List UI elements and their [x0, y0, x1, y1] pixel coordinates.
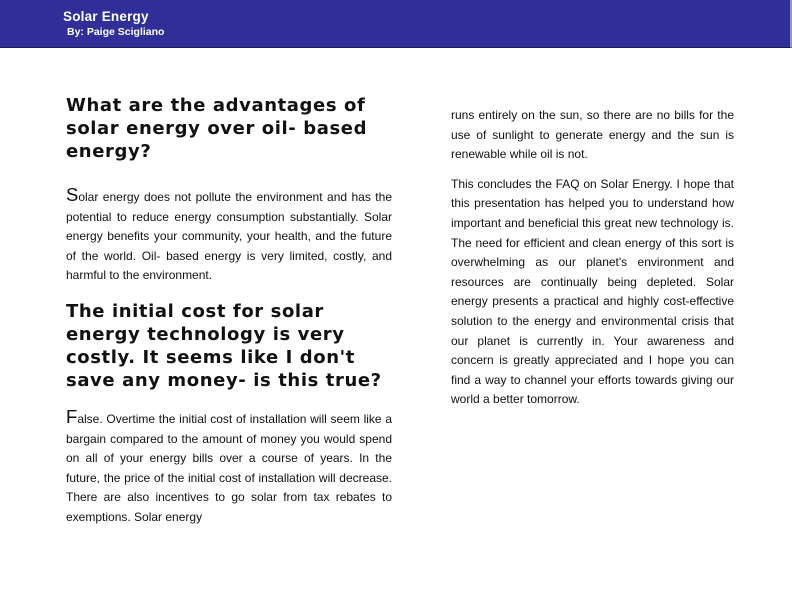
conclusion-paragraph: This concludes the FAQ on Solar Energy. I hope that this presentation has helped you to understand how important and beneficial this great new technology is. The need for efficient and clean energy of this sort is overwhelming as our planet's environment and resources are continually being depleted. Solar energy presents a practical and highly cost-effective solution to the energy and environmental crisis that our planet is currently in. Your awareness and concern is greatly appreciated and I hope you can find a way to channel your efforts towards giving our world a better tomorrow.: [451, 176, 734, 407]
document-title: Solar Energy: [63, 9, 149, 24]
question-heading-advantages: What are the advantages of solar energy over oil- based energy?: [66, 95, 368, 162]
answer-paragraph-advantages: [66, 185, 392, 286]
drop-cap-s: S: [66, 184, 79, 205]
answer-text-advantages: olar energy does not pollute the environment and has the potential to reduce energy consumption substantially. Solar energy benefits your community, your health, and the future of the world. Oil- based energy is very limited, costly, and harmful to the environment.: [66, 190, 392, 283]
drop-cap-f: F: [66, 405, 78, 427]
title-banner: [0, 0, 792, 48]
answer-paragraph-cost: [66, 407, 392, 528]
question-heading-cost: The initial cost for solar energy technology is very costly. It seems like I don't save any money- is this true?: [66, 300, 382, 391]
author-byline: By: Paige Scigliano: [67, 26, 165, 38]
right-column: [451, 106, 734, 410]
left-column: [66, 94, 392, 528]
continuation-paragraph: runs entirely on the sun, so there are no bills for the use of sunlight to generate energy and the sun is renewable while oil is not.: [451, 108, 734, 162]
answer-text-cost: alse. Overtime the initial cost of installation will seem like a bargain compared to the amount of money you would spend on all of your energy bills over a course of years. In the future, the price of the initial cost of installation will decrease. There are also incentives to go solar from tax rebates to exemptions. Solar energy: [66, 411, 392, 524]
